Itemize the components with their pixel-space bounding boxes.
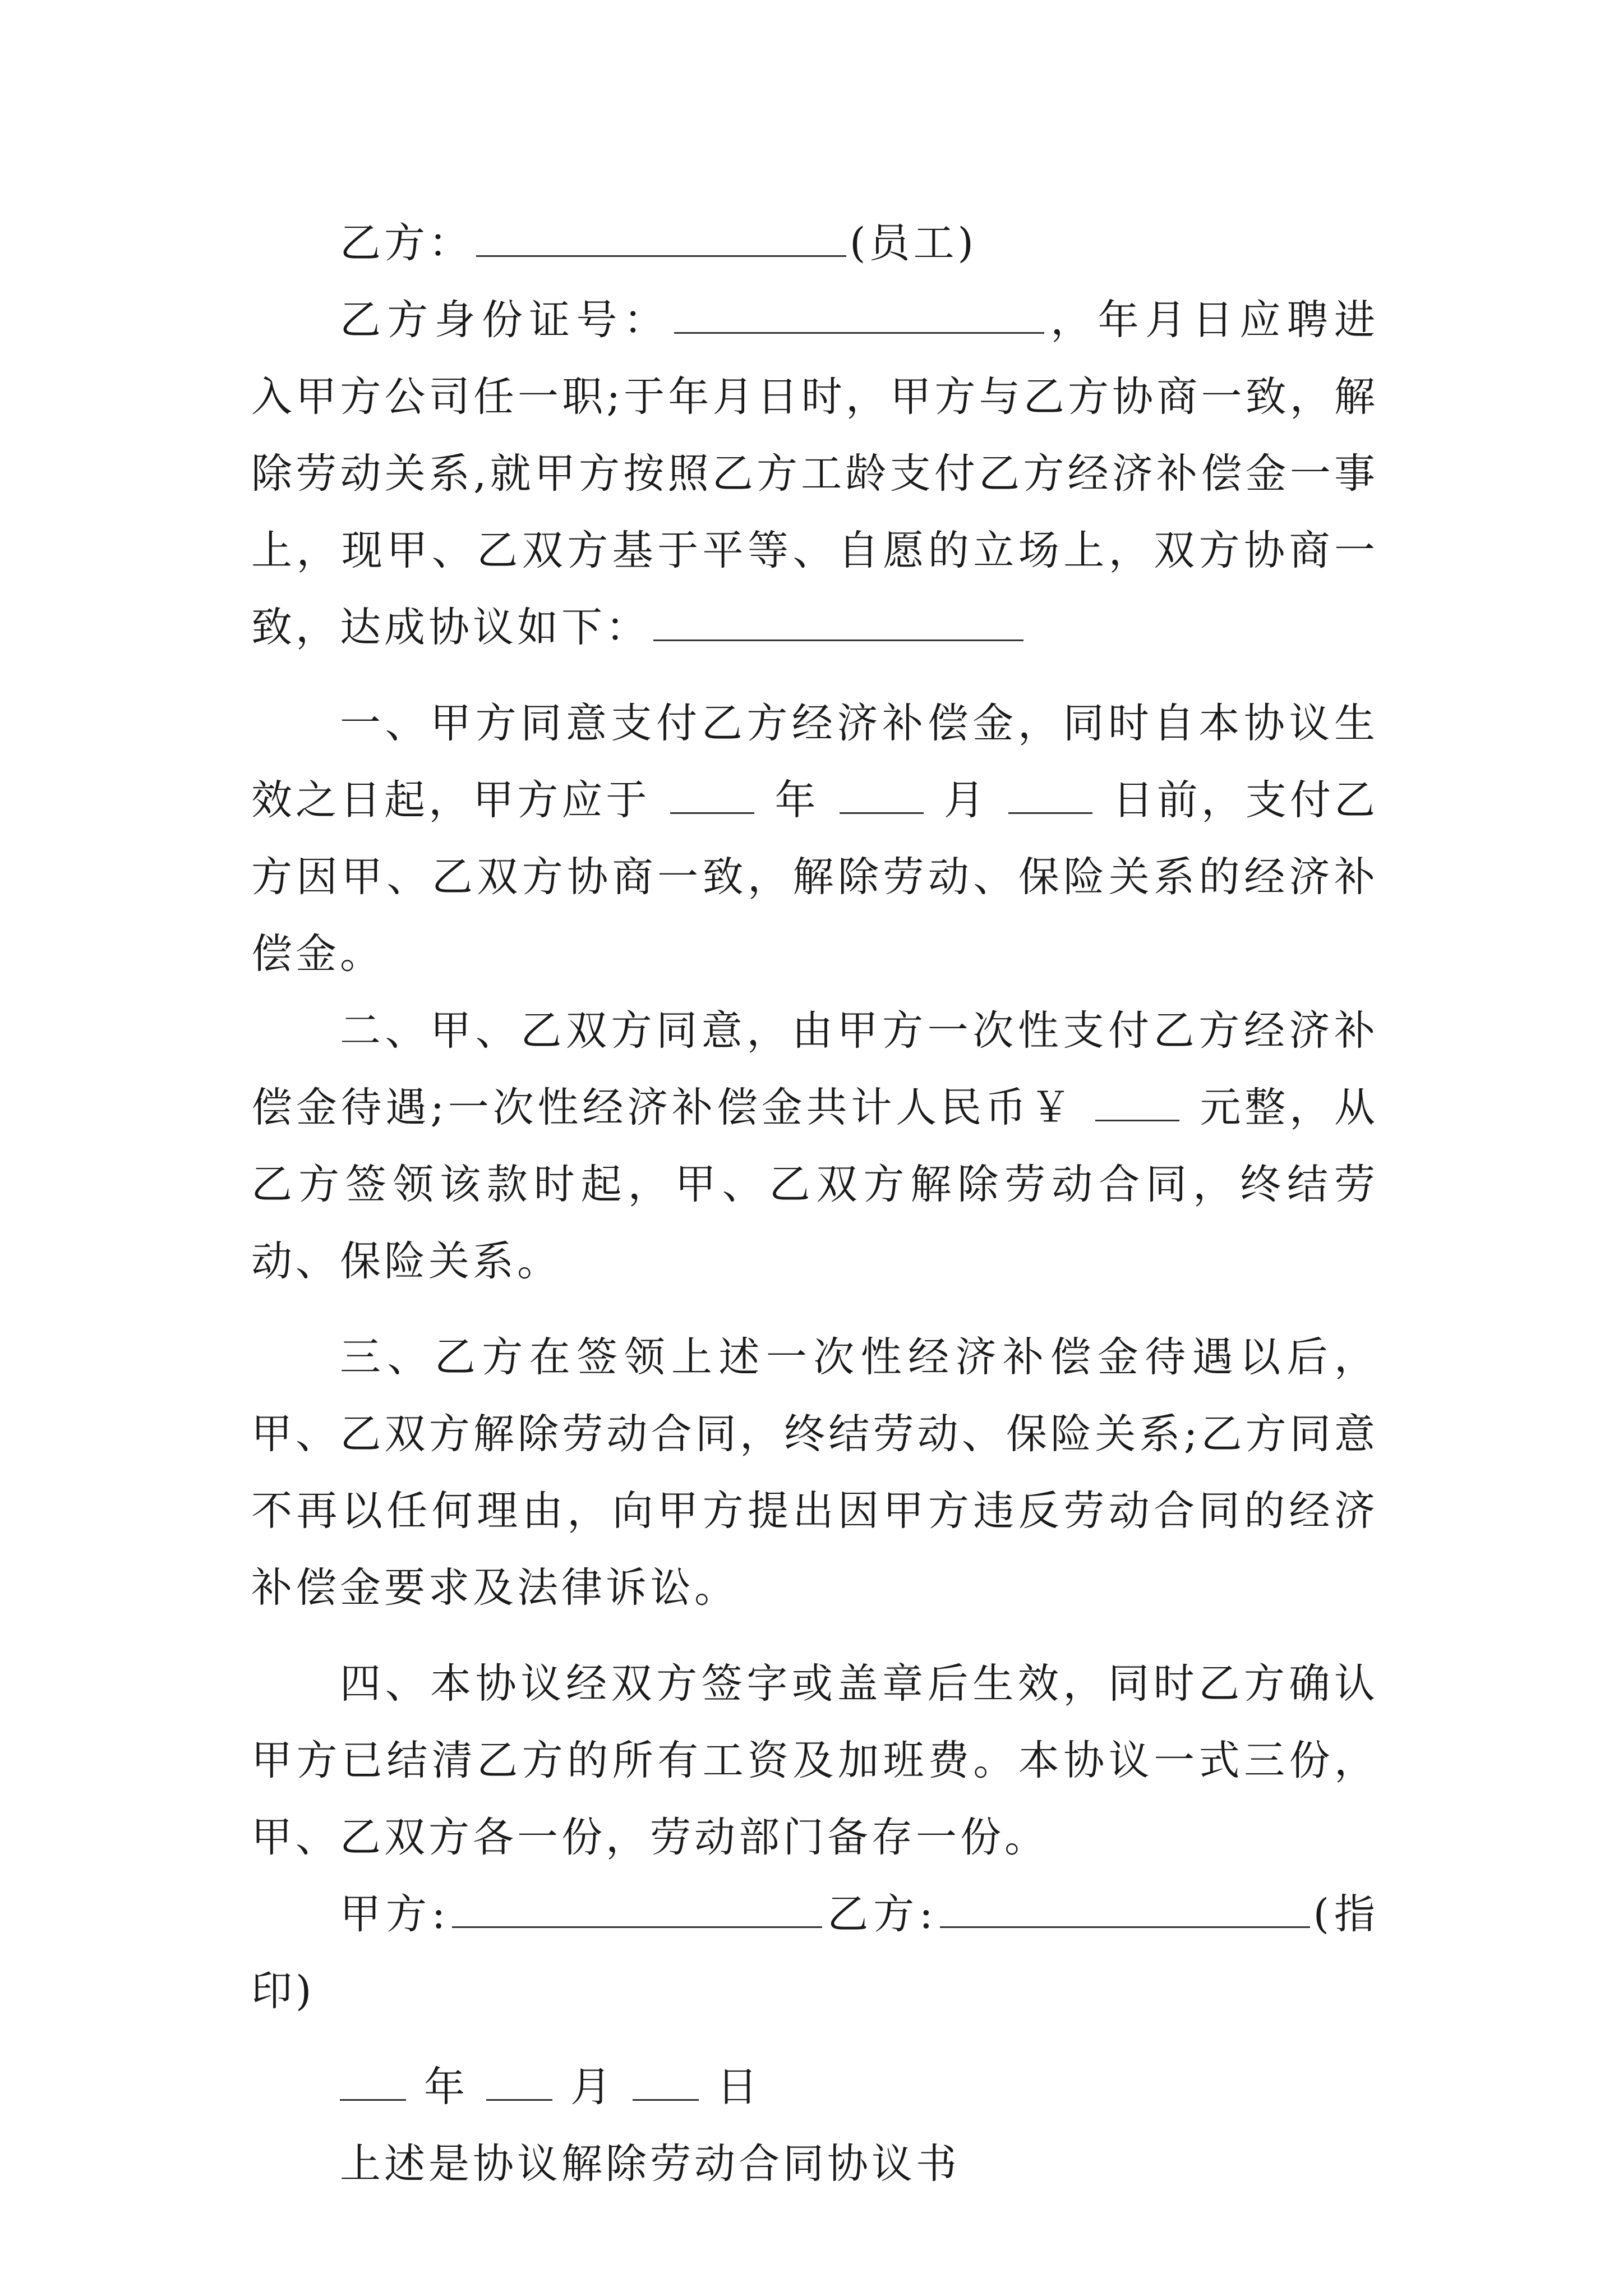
clause-1-day-blank bbox=[1008, 777, 1092, 814]
document-body bbox=[251, 205, 1378, 2202]
clause-2-amount-blank bbox=[1095, 1085, 1179, 1121]
clause-1-year: 年 bbox=[774, 776, 819, 824]
clause-3: 三、乙方在签领上述一次性经济补偿金待遇以后，甲、乙双方解除劳动合同，终结劳动、保险关系;乙方同意不再以任何理由，向甲方提出因甲方违反劳动合同的经济补偿金要求及法律诉讼。 bbox=[251, 1333, 1378, 1612]
date-day: 日 bbox=[717, 2063, 761, 2111]
party-b-signature-blank bbox=[940, 1892, 1310, 1928]
date-year: 年 bbox=[424, 2063, 468, 2111]
party-b-line bbox=[251, 205, 1378, 282]
closing-line: 上述是协议解除劳动合同协议书 bbox=[340, 2140, 960, 2188]
clause-1-year-blank bbox=[670, 777, 754, 814]
id-number-label: 乙方身份证号： bbox=[340, 296, 671, 344]
party-b-suffix: (员工) bbox=[850, 219, 977, 267]
date-line bbox=[251, 2049, 1378, 2125]
intro-paragraph bbox=[251, 282, 1378, 666]
clause-2-part2: 元整，从乙方签领该款时起，甲、乙双方解除劳动合同，终结劳动、保险关系。 bbox=[251, 1084, 1378, 1285]
clause-1-part1: 一、甲方同意支付乙方经济补偿金，同时自本协议生效之日起，甲方应于 bbox=[251, 700, 1378, 824]
id-number-blank bbox=[674, 297, 1044, 334]
party-b-signature-label: 乙方: bbox=[826, 1890, 937, 1938]
date-year-blank bbox=[340, 2064, 406, 2101]
intro-text: ，年月日应聘进入甲方公司任一职;于年月日时，甲方与乙方协商一致，解除劳动关系,就甲方按照乙方工龄支付乙方经济补偿金一事上，现甲、乙双方基于平等、自愿的立场上，双方协商一致，达成协议如下： bbox=[251, 296, 1378, 651]
signature-suffix: (指印) bbox=[251, 1890, 1378, 2015]
party-a-signature-blank bbox=[452, 1892, 822, 1928]
date-day-blank bbox=[633, 2064, 699, 2101]
party-a-signature-label: 甲方: bbox=[340, 1890, 449, 1938]
clause-1-part2: 日前，支付乙方因甲、乙双方协商一致，解除劳动、保险关系的经济补偿金。 bbox=[251, 776, 1379, 978]
date-month: 月 bbox=[570, 2063, 615, 2111]
party-b-label: 乙方： bbox=[340, 219, 473, 267]
party-b-name-blank bbox=[476, 220, 846, 257]
clause-2 bbox=[251, 992, 1378, 1300]
clause-1-month-blank bbox=[840, 777, 924, 814]
agreement-blank bbox=[653, 605, 1023, 641]
date-month-blank bbox=[486, 2064, 552, 2101]
signature-line bbox=[251, 1876, 1378, 2030]
clause-1-month: 月 bbox=[943, 776, 988, 824]
clause-2-part1: 二、甲、乙双方同意，由甲方一次性支付乙方经济补偿金待遇;一次性经济补偿金共计人民币￥ bbox=[251, 1007, 1378, 1131]
clause-4: 四、本协议经双方签字或盖章后生效，同时乙方确认甲方已结清乙方的所有工资及加班费。本协议一式三份，甲、乙双方各一份，劳动部门备存一份。 bbox=[251, 1660, 1378, 1861]
clause-1 bbox=[251, 685, 1378, 992]
